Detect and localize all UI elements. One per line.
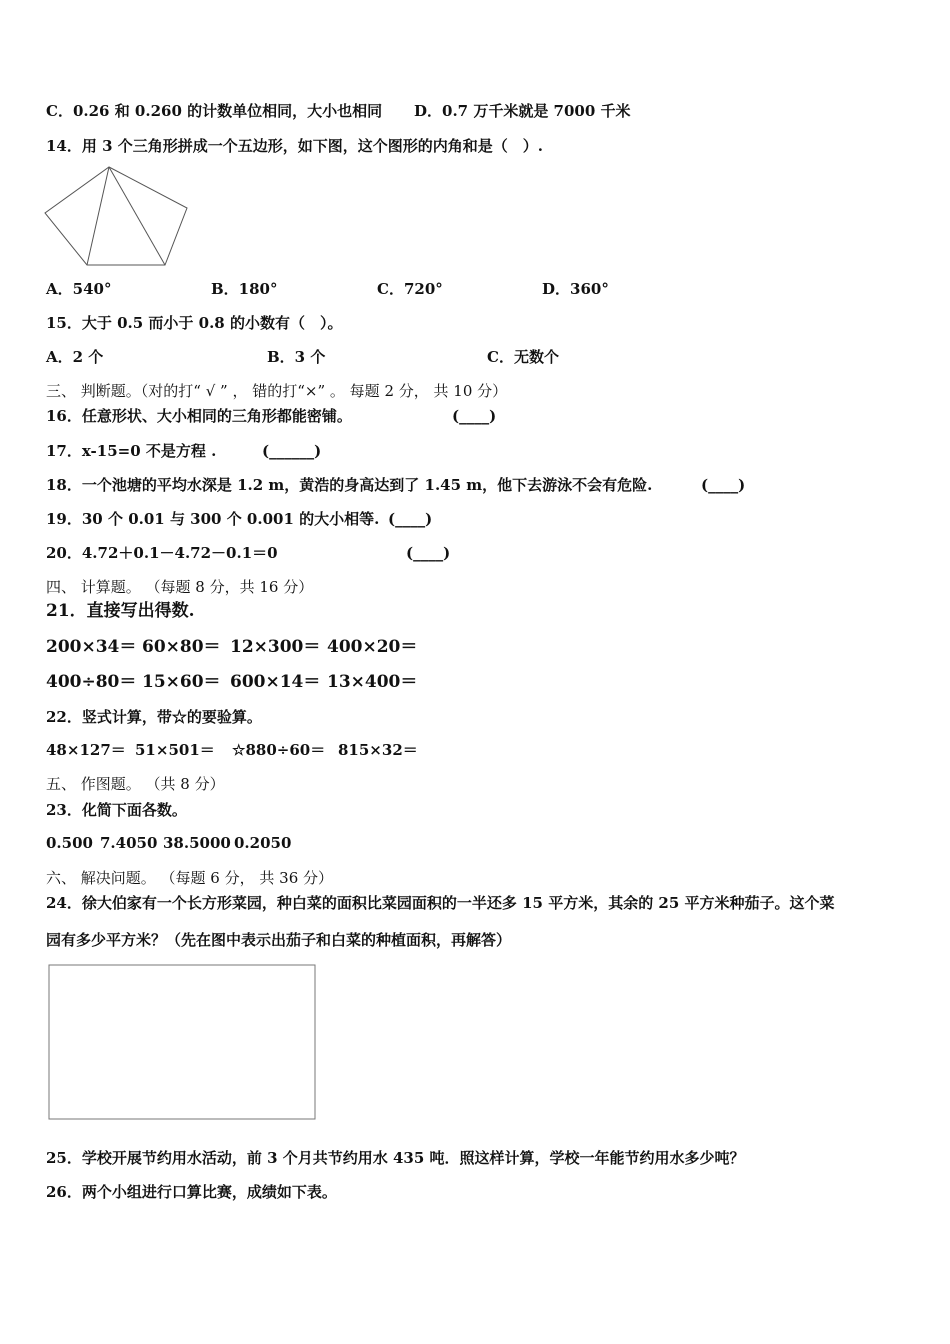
q21-expression: 600×14＝ [230, 672, 321, 692]
q20-text: 20．4.72＋0.1－4.72－0.1＝0 [46, 544, 278, 562]
pentagon-figure [40, 162, 192, 270]
q22-expression: ☆880÷60＝ [232, 741, 326, 759]
q21-text: 21．直接写出得数. [46, 601, 195, 621]
section-5-title: 五、 作图题。 （共 8 分） [46, 775, 225, 793]
q23-number: 38.5000 [163, 834, 231, 852]
q16-answer-blank[interactable]: (____) [452, 407, 497, 425]
q21-expression: 60×80＝ [142, 637, 221, 657]
q21-expression: 12×300＝ [230, 637, 321, 657]
q14-option-b: B．180° [211, 280, 278, 298]
q16-text: 16．任意形状、大小相同的三角形都能密铺。 [46, 407, 352, 425]
q22-text: 22．竖式计算，带☆的要验算。 [46, 708, 262, 726]
q19-text: 19．30 个 0.01 与 300 个 0.001 的大小相等. [46, 510, 380, 528]
q15-option-a: A．2 个 [46, 348, 104, 366]
section-3-title: 三、 判断题。（对的打“ √ ” ， 错的打“×” 。 每题 2 分， 共 10 分） [46, 382, 508, 400]
q15-text: 15．大于 0.5 而小于 0.8 的小数有（ ）。 [46, 314, 343, 332]
q18-text: 18．一个池塘的平均水深是 1.2 m，黄浩的身高达到了 1.45 m，他下去游泳不会有危险. [46, 476, 653, 494]
q21-expression: 15×60＝ [142, 672, 221, 692]
q22-expression: 51×501＝ [135, 741, 215, 759]
section-4-title: 四、 计算题。 （每题 8 分，共 16 分） [46, 578, 314, 596]
q21-expression: 13×400＝ [327, 672, 418, 692]
q24-text-line1: 24．徐大伯家有一个长方形菜园，种白菜的面积比菜园面积的一半还多 15 平方米，其余的 25 平方米种茄子。这个菜 [46, 894, 835, 912]
q23-text: 23．化简下面各数。 [46, 801, 187, 819]
section-6-title: 六、 解决问题。 （每题 6 分， 共 36 分） [46, 869, 334, 887]
q17-text: 17．x-15=0 不是方程 . [46, 442, 217, 460]
q23-number: 0.2050 [234, 834, 292, 852]
q19-answer-blank[interactable]: (____) [388, 510, 433, 528]
q22-expression: 48×127＝ [46, 741, 126, 759]
q21-expression: 200×34＝ [46, 637, 137, 657]
q21-expression: 400×20＝ [327, 637, 418, 657]
q14-text: 14．用 3 个三角形拼成一个五边形，如下图，这个图形的内角和是（ ）. [46, 137, 543, 155]
q15-option-b: B．3 个 [267, 348, 326, 366]
q14-option-a: A．540° [46, 280, 112, 298]
q22-expression: 815×32＝ [338, 741, 418, 759]
q26-text: 26．两个小组进行口算比赛，成绩如下表。 [46, 1183, 337, 1201]
q14-option-d: D．360° [542, 280, 609, 298]
q20-answer-blank[interactable]: (____) [406, 544, 451, 562]
garden-rectangle-outline [49, 965, 315, 1119]
q23-number: 0.500 [46, 834, 93, 852]
q18-answer-blank[interactable]: (____) [701, 476, 746, 494]
q13-option-c: C．0.26 和 0.260 的计数单位相同，大小也相同 [46, 102, 383, 120]
q24-text-line2: 园有多少平方米？（先在图中表示出茄子和白菜的种植面积，再解答） [46, 931, 512, 949]
q17-answer-blank[interactable]: (______) [262, 442, 322, 460]
pentagon-diagonal-left [87, 167, 109, 265]
garden-rectangle [48, 964, 318, 1122]
q21-expression: 400÷80＝ [46, 672, 137, 692]
q13-option-d: D．0.7 万千米就是 7000 千米 [414, 102, 631, 120]
pentagon-outline [45, 167, 187, 265]
q25-text: 25．学校开展节约用水活动，前 3 个月共节约用水 435 吨．照这样计算，学校一年能节约用水多少吨？ [46, 1149, 745, 1167]
q15-option-c: C．无数个 [487, 348, 559, 366]
q23-number: 7.4050 [100, 834, 158, 852]
q14-option-c: C．720° [377, 280, 443, 298]
